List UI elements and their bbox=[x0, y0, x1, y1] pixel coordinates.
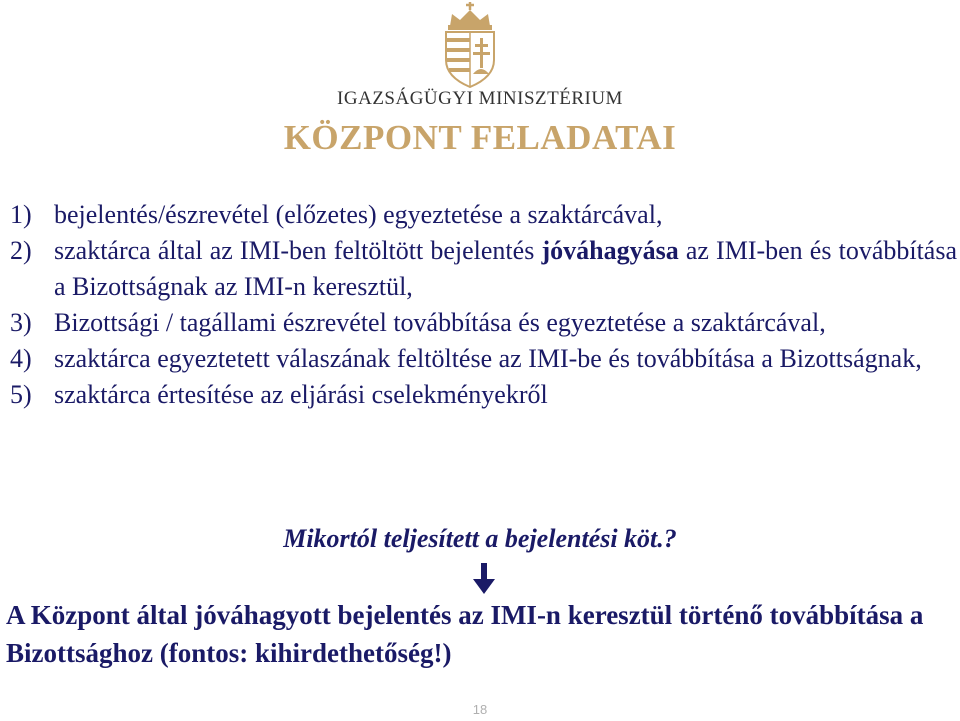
list-item-number: 2) bbox=[10, 236, 32, 265]
list-item-text bbox=[54, 233, 957, 305]
list-item-number: 5) bbox=[10, 380, 32, 409]
list-item-text: Bizottsági / tagállami észrevétel továbbítása és egyeztetése a szaktárcával, bbox=[54, 308, 826, 337]
list-item-number: 4) bbox=[10, 344, 32, 373]
arrow-down-icon bbox=[471, 563, 497, 595]
list-item bbox=[10, 233, 957, 305]
page-number: 18 bbox=[472, 702, 488, 717]
list-item-text-bold: jóváhagyása bbox=[541, 236, 679, 265]
list-item bbox=[10, 305, 957, 341]
task-list bbox=[10, 197, 957, 413]
list-item bbox=[10, 377, 957, 413]
list-item-number: 1) bbox=[10, 200, 32, 229]
page-title: KÖZPONT FELADATAI bbox=[283, 118, 677, 157]
list-item-text: bejelentés/észrevétel (előzetes) egyeztetése a szaktárcával, bbox=[54, 200, 663, 229]
list-item bbox=[10, 197, 957, 233]
list-item-text: szaktárca egyeztetett válaszának feltöltése az IMI-be és továbbítása a Bizottságnak, bbox=[54, 344, 922, 373]
list-item-number: 3) bbox=[10, 308, 32, 337]
list-item-text-before: szaktárca által az IMI-ben feltöltött bejelentés bbox=[54, 236, 542, 265]
coat-of-arms-icon bbox=[436, 2, 504, 88]
list-item-text-after: az IMI-ben és továbbítása a Bizottságnak az IMI-n keresztül, bbox=[54, 236, 958, 301]
ministry-name: IGAZSÁGÜGYI MINISZTÉRIUM bbox=[337, 88, 623, 109]
conclusion-text: A Központ által jóváhagyott bejelentés az IMI-n keresztül történő továbbítása a Bizottsághoz (fontos: kihirdethetőség!) bbox=[6, 600, 924, 668]
question-text: Mikortól teljesített a bejelentési köt.? bbox=[283, 524, 677, 553]
list-item-text: szaktárca értesítése az eljárási cselekményekről bbox=[54, 380, 548, 409]
list-item bbox=[10, 341, 957, 377]
